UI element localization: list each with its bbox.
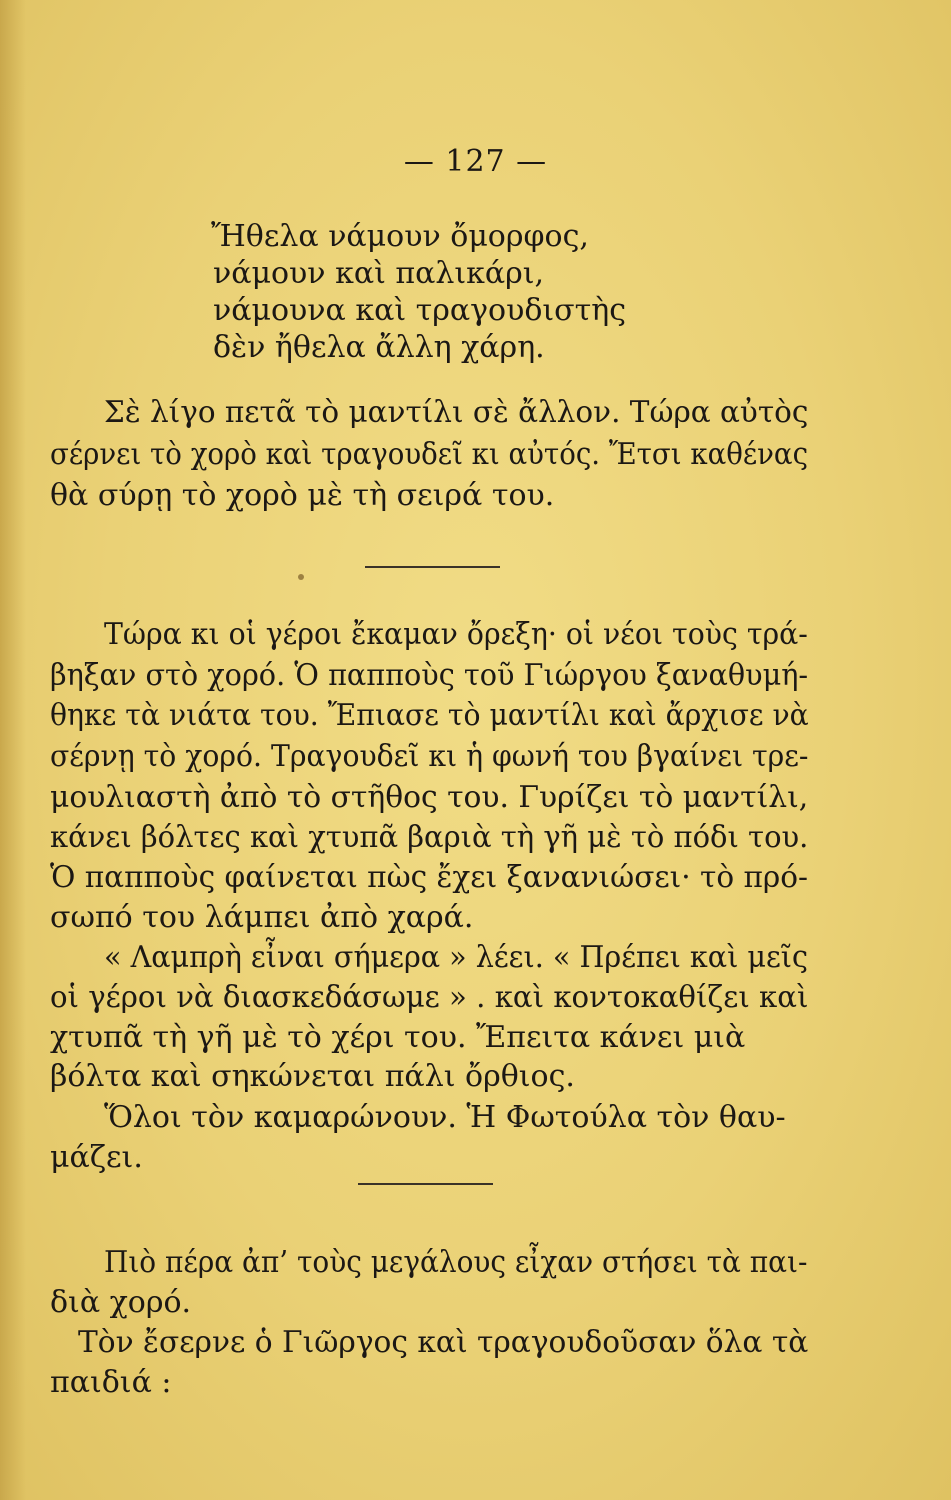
- text-line: παιδιά :: [50, 1365, 172, 1400]
- poem-line: Ἤθελα νάμουν ὄμορφος,: [211, 219, 589, 254]
- text-line: βόλτα καὶ σηκώνεται πάλι ὄρθιος.: [50, 1059, 575, 1094]
- text-line: μουλιαστὴ ἀπὸ τὸ στῆθος του. Γυρίζει τὸ μαντίλι,: [50, 780, 809, 815]
- page-number: — 127 —: [403, 144, 548, 179]
- text-line: Σὲ λίγο πετᾶ τὸ μαντίλι σὲ ἄλλον. Τώρα αὐτὸς: [104, 395, 809, 430]
- text-line: μάζει.: [50, 1140, 143, 1175]
- text-line: σέρνῃ τὸ χορό. Τραγουδεῖ κι ἡ φωνή του βγαίνει τρε-: [50, 739, 809, 774]
- text-line: χτυπᾶ τὴ γῆ μὲ τὸ χέρι του. Ἔπειτα κάνει μιὰ: [50, 1020, 746, 1055]
- text-line: Πιὸ πέρα ἀπ’ τοὺς μεγάλους εἶχαν στήσει τὰ παι-: [104, 1245, 808, 1280]
- text-line: σωπό του λάμπει ἀπὸ χαρά.: [50, 900, 474, 935]
- text-line: « Λαμπρὴ εἶναι σήμερα » λέει. « Πρέπει καὶ μεῖς: [104, 940, 809, 975]
- text-line: κάνει βόλτες καὶ χτυπᾶ βαριὰ τὴ γῆ μὲ τὸ πόδι του.: [50, 820, 809, 855]
- text-line: Ὁ παπποὺς φαίνεται πὼς ἔχει ξανανιώσει· τὸ πρό-: [50, 860, 808, 895]
- poem-line: δὲν ἤθελα ἄλλη χάρη.: [213, 330, 545, 365]
- text-line: οἱ γέροι νὰ διασκεδάσωμε » . καὶ κοντοκαθίζει καὶ: [50, 980, 809, 1015]
- text-line: σέρνει τὸ χορὸ καὶ τραγουδεῖ κι αὐτός. Ἔτσι καθένας: [50, 437, 809, 472]
- poem-line: νάμουνα καὶ τραγουδιστὴς: [213, 293, 627, 328]
- text-line: Τὸν ἔσερνε ὁ Γιῶργος καὶ τραγουδοῦσαν ὅλα τὰ: [78, 1325, 809, 1360]
- poem-line: νάμουν καὶ παλικάρι,: [213, 256, 545, 291]
- text-line: θὰ σύρῃ τὸ χορὸ μὲ τὴ σειρά του.: [50, 478, 555, 513]
- text-line: βηξαν στὸ χορό. Ὁ παπποὺς τοῦ Γιώργου ξαναθυμή-: [50, 658, 809, 693]
- text-line: διὰ χορό.: [50, 1285, 192, 1320]
- text-line: θηκε τὰ νιάτα του. Ἔπιασε τὸ μαντίλι καὶ ἄρχισε νὰ: [50, 698, 809, 733]
- text-line: Ὅλοι τὸν καμαρώνουν. Ἡ Φωτούλα τὸν θαυ-: [104, 1100, 786, 1135]
- ink-spot: [298, 574, 304, 580]
- text-line: Τώρα κι οἱ γέροι ἔκαμαν ὄρεξη· οἱ νέοι τοὺς τρά-: [104, 617, 808, 652]
- section-divider: [365, 566, 500, 568]
- section-divider: [358, 1183, 493, 1185]
